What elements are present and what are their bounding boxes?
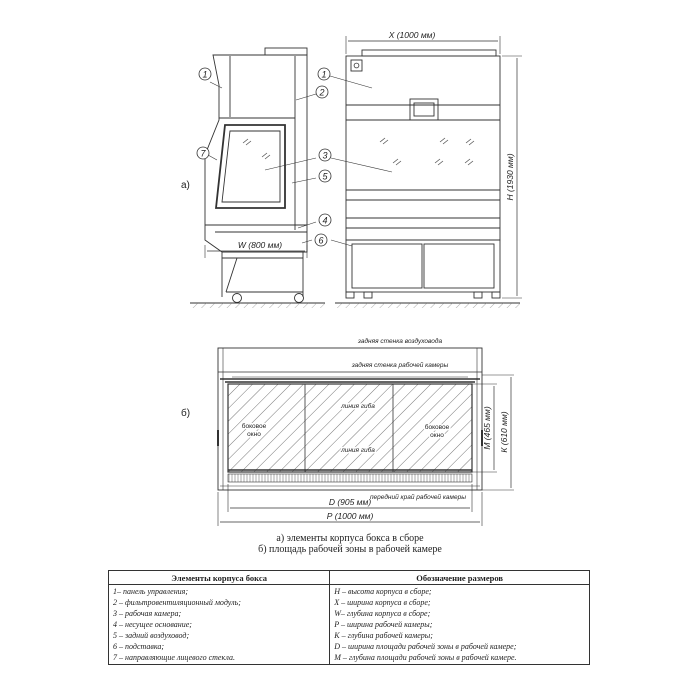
dim-d-label: D (905 мм) (328, 497, 372, 507)
side-view (190, 48, 328, 308)
legend-col2-header: Обозначение размеров (330, 571, 590, 585)
legend-item: M – глубина площади рабочей зоны в рабочей камере. (334, 653, 517, 662)
svg-text:1: 1 (202, 69, 208, 80)
label-fold-line-bottom: линия гиба (341, 447, 375, 454)
svg-text:5: 5 (322, 171, 328, 182)
callout-5 (319, 170, 331, 182)
legend-item: D – ширина площади рабочей зоны в рабочей камере; (334, 642, 517, 651)
view-b-letter: б) (181, 408, 191, 419)
dim-p-label: Р (1000 мм) (326, 511, 374, 521)
dim-x-label: X (1000 мм) (388, 30, 436, 40)
legend-col1 (109, 585, 330, 665)
caption-a: а) элементы корпуса бокса в сборе (276, 533, 424, 544)
dim-m-label: М (465 мм) (482, 406, 492, 450)
legend-item: 1– панель управления; (113, 587, 189, 596)
svg-text:2: 2 (319, 87, 325, 98)
legend-item: 3 – рабочая камера; (113, 609, 182, 618)
legend-item: W– глубина корпуса в сборе; (334, 609, 431, 618)
legend-item: P – ширина рабочей камеры; (334, 620, 433, 629)
callout-4 (319, 214, 331, 226)
legend-item: 5 – задний воздуховод; (113, 631, 190, 640)
legend-item: X – ширина корпуса в сборе; (334, 598, 431, 607)
view-a-letter: а) (181, 180, 190, 191)
callout-6 (315, 234, 327, 246)
legend-item: K – глубина рабочей камеры; (334, 631, 433, 640)
svg-text:7: 7 (200, 148, 206, 159)
callout-7 (197, 147, 209, 159)
figure-captions (0, 533, 700, 555)
label-back-chamber: задняя стенка рабочей камеры (351, 362, 449, 369)
caption-b: б) площадь рабочей зоны в рабочей камере (258, 544, 442, 555)
svg-text:3: 3 (322, 150, 328, 161)
front-view (330, 36, 522, 308)
svg-text:1: 1 (321, 69, 327, 80)
label-side-window-left-1: боковое (241, 423, 267, 430)
label-fold-line-top: линия гиба (341, 403, 375, 410)
dim-k-label: К (610 мм) (499, 411, 509, 453)
legend-item: 6 – подставка; (113, 642, 165, 651)
label-side-window-right-2: окно (430, 432, 444, 439)
callout-3 (319, 149, 331, 161)
callouts (197, 68, 331, 246)
svg-text:6: 6 (318, 235, 324, 246)
legend-item: H – высота корпуса в сборе; (334, 587, 432, 596)
callout-1-side (199, 68, 211, 80)
legend-item: 4 – несущее основание; (113, 620, 192, 629)
callout-1-front (318, 68, 330, 80)
svg-text:4: 4 (322, 215, 328, 226)
legend-table (108, 570, 590, 665)
label-back-duct: задняя стенка воздуховода (357, 338, 443, 345)
legend-item: 7 – направляющие лицевого стекла. (113, 653, 235, 662)
legend-col2 (330, 585, 590, 665)
label-front-edge: передний край рабочей камеры (369, 494, 467, 501)
legend-col1-header: Элементы корпуса бокса (109, 571, 330, 585)
dim-w-label: W (800 мм) (237, 240, 283, 250)
label-side-window-left-2: окно (247, 431, 261, 438)
label-side-window-right-1: боковое (424, 424, 450, 431)
callout-2 (316, 86, 328, 98)
legend-item: 2 – фильтровентиляционный модуль; (113, 598, 241, 607)
dim-h-label: H (1930 мм) (505, 153, 515, 201)
